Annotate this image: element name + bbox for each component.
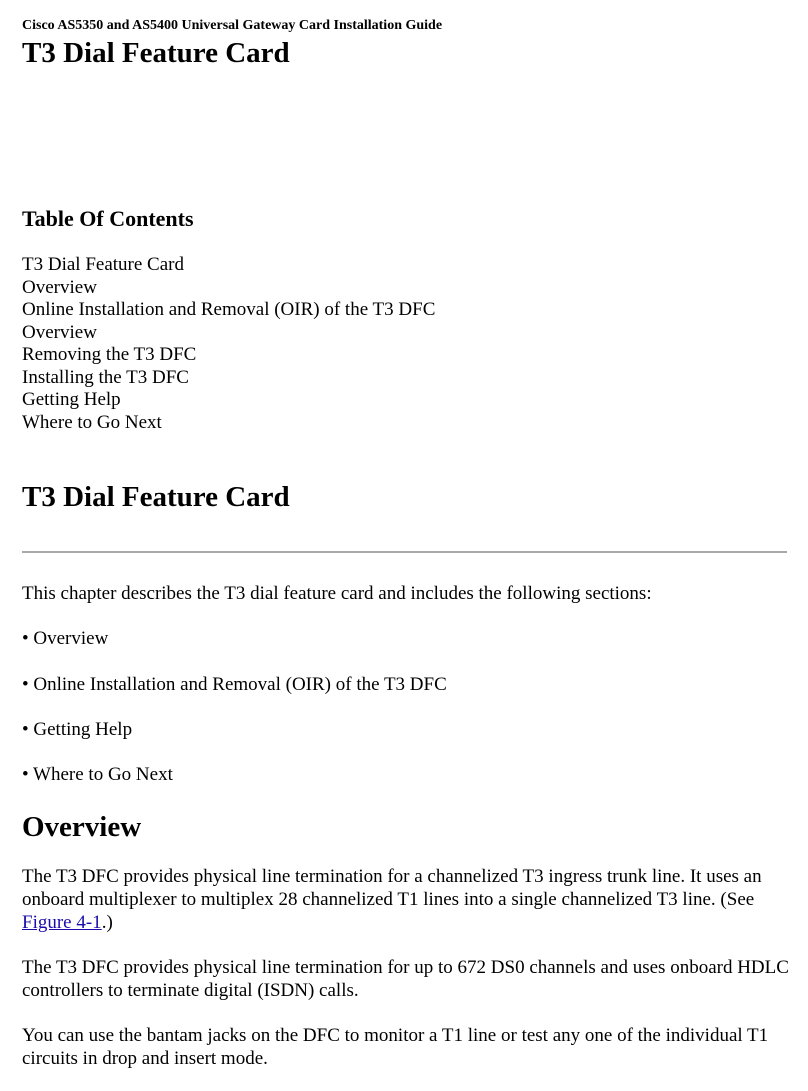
overview-paragraph-1 [22,865,790,934]
overview-p1-text: The T3 DFC provides physical line termination for a channelized T3 ingress trunk line. It uses an onboard multiplexer to multiplex 28 channelized T1 lines into a single channelized T3 line. (See [22,866,762,910]
toc-item-removing[interactable]: Removing the T3 DFC [22,344,197,365]
chapter-title: T3 Dial Feature Card [22,481,290,513]
overview-paragraph-3: You can use the bantam jacks on the DFC to monitor a T1 line or test any one of the individual T1 circuits in drop and insert mode. [22,1025,769,1069]
section-divider [22,551,787,553]
figure-4-1-link[interactable]: Figure 4-1 [22,912,102,933]
toc-item-oir[interactable]: Online Installation and Removal (OIR) of the T3 DFC [22,299,436,320]
section-bullet-where-to-go-next: • Where to Go Next [22,764,173,785]
overview-paragraph-2: The T3 DFC provides physical line termination for up to 672 DS0 channels and uses onboard HDLC controllers to terminate digital (ISDN) calls. [22,957,789,1001]
toc-item-t3-dial-feature-card[interactable]: T3 Dial Feature Card [22,254,184,275]
toc-item-installing[interactable]: Installing the T3 DFC [22,366,189,388]
section-bullet-oir: • Online Installation and Removal (OIR) of the T3 DFC [22,674,447,695]
toc-heading: Table Of Contents [22,206,194,231]
toc-item-overview[interactable]: Overview [22,276,97,298]
overview-p1-tail: .) [101,912,113,933]
table-of-contents [22,254,435,434]
overview-heading: Overview [22,811,142,843]
section-bullet-overview: • Overview [22,628,109,649]
toc-item-getting-help[interactable]: Getting Help [22,389,121,410]
guide-title: Cisco AS5350 and AS5400 Universal Gateway Card Installation Guide [22,18,443,33]
toc-item-where-to-go-next[interactable]: Where to Go Next [22,411,162,433]
toc-item-oir-overview[interactable]: Overview [22,321,97,343]
chapter-intro: This chapter describes the T3 dial feature card and includes the following sections: [22,583,652,604]
section-bullet-getting-help: • Getting Help [22,719,133,740]
document-title: T3 Dial Feature Card [22,37,290,69]
